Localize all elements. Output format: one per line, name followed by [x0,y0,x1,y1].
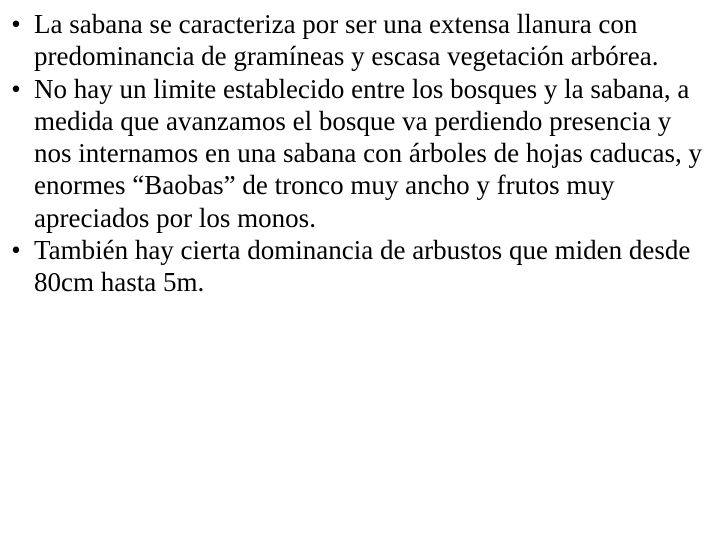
bullet-icon: • [11,235,21,266]
bullet-icon: • [11,9,21,39]
bullet-item-3 [0,234,710,299]
bullet-text: No hay un limite establecido entre los bosques y la sabana, a medida que avanzamos el bosque va perdiendo presencia y nos internamos en una sabana con árboles de hojas caducas, y enormes “Baobas” de tronco muy ancho y frutos muy apreciados por los monos. [34,73,703,233]
bullet-text: También hay cierta dominancia de arbustos que miden desde 80cm hasta 5m. [34,235,691,298]
bullet-text: La sabana se caracteriza por ser una extensa llanura con predominancia de gramíneas y escasa vegetación arbórea. [34,9,659,72]
bullet-list [0,8,710,299]
bullet-icon: • [11,73,21,104]
bullet-item-2 [0,73,710,234]
bullet-item-1 [0,8,710,73]
